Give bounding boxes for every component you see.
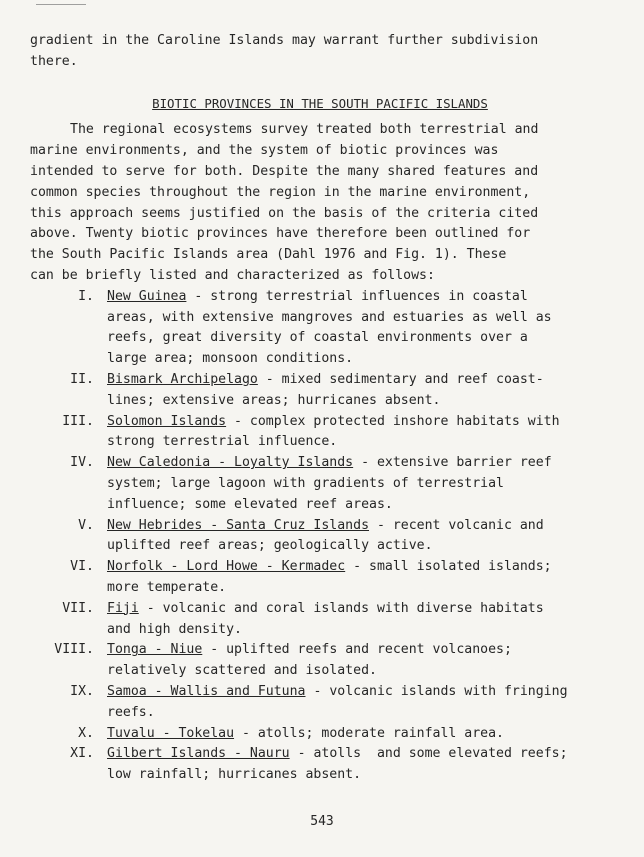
province-continuation-line: uplifted reef areas; geologically active. — [107, 538, 433, 554]
paragraph-line: above. Twenty biotic provinces have therefore been outlined for — [30, 226, 531, 242]
province-text: - uplifted reefs and recent volcanoes; — [202, 642, 512, 658]
top-rule-mark — [36, 4, 86, 5]
province-list — [30, 287, 610, 786]
province-text: - recent volcanic and — [369, 517, 544, 533]
province-description — [107, 370, 610, 412]
province-entry — [30, 599, 610, 641]
province-continuation-line: reefs, great diversity of coastal environments over a — [107, 330, 528, 346]
province-description — [107, 453, 610, 515]
province-first-line — [107, 744, 610, 765]
province-text: - strong terrestrial influences in coastal — [186, 288, 528, 304]
province-numeral: IX. — [70, 683, 94, 699]
province-numeral: IV. — [70, 455, 94, 471]
paragraph-line: the South Pacific Islands area (Dahl 1976 and Fig. 1). These — [30, 247, 507, 263]
province-text: - atolls and some elevated reefs; — [289, 746, 568, 762]
province-text: - volcanic and coral islands with diverse habitats — [138, 600, 544, 616]
province-entry — [30, 724, 610, 745]
province-first-line — [107, 453, 610, 474]
province-continuation-line: and high density. — [107, 621, 242, 637]
intro-line: there. — [30, 53, 78, 69]
province-numeral: VII. — [62, 600, 94, 616]
province-description — [107, 557, 610, 599]
province-name: New Caledonia - Loyalty Islands — [107, 455, 354, 471]
province-entry — [30, 557, 610, 599]
province-numeral: V. — [78, 517, 94, 533]
province-text: - mixed sedimentary and reef coast- — [257, 371, 544, 387]
province-first-line — [107, 557, 610, 578]
province-description — [107, 724, 610, 745]
province-continuation-line: reefs. — [107, 704, 155, 720]
province-first-line — [107, 724, 610, 745]
province-first-line — [107, 370, 610, 391]
province-name: Norfolk - Lord Howe - Kermadec — [107, 559, 346, 575]
province-name: New Guinea — [107, 288, 187, 304]
province-continuation-line: system; large lagoon with gradients of terrestrial — [107, 475, 504, 491]
province-numeral: I. — [78, 288, 94, 304]
province-name: Gilbert Islands - Nauru — [107, 746, 290, 762]
province-first-line — [107, 599, 610, 620]
province-name: New Hebrides - Santa Cruz Islands — [107, 517, 370, 533]
province-text: - extensive barrier reef — [353, 455, 552, 471]
province-text: - small isolated islands; — [345, 559, 552, 575]
province-name: Bismark Archipelago — [107, 371, 258, 387]
province-first-line — [107, 516, 610, 537]
page-number: 543 — [310, 814, 334, 829]
paragraph-line: this approach seems justified on the basis of the criteria cited — [30, 205, 539, 221]
province-numeral: XI. — [70, 746, 94, 762]
province-description — [107, 640, 610, 682]
province-name: Samoa - Wallis and Futuna — [107, 683, 306, 699]
paragraph-line: can be briefly listed and characterized as follows: — [30, 267, 435, 283]
province-entry — [30, 287, 610, 370]
province-description — [107, 287, 610, 370]
province-description — [107, 516, 610, 558]
province-numeral: X. — [78, 725, 94, 741]
province-description — [107, 682, 610, 724]
province-entry — [30, 412, 610, 454]
province-text: - volcanic islands with fringing — [305, 683, 568, 699]
province-entry — [30, 516, 610, 558]
province-name: Tuvalu - Tokelau — [107, 725, 235, 741]
text-body — [30, 31, 610, 786]
province-continuation-line: strong terrestrial influence. — [107, 434, 338, 450]
province-entry — [30, 682, 610, 724]
province-name: Solomon Islands — [107, 413, 227, 429]
province-name: Fiji — [107, 600, 139, 616]
province-continuation-line: low rainfall; hurricanes absent. — [107, 767, 362, 783]
province-numeral: VI. — [70, 559, 94, 575]
province-numeral: VIII. — [54, 642, 94, 658]
province-continuation-line: influence; some elevated reef areas. — [107, 496, 393, 512]
province-continuation-line: lines; extensive areas; hurricanes absent. — [107, 392, 441, 408]
province-description — [107, 599, 610, 641]
province-first-line — [107, 287, 610, 308]
province-text: - complex protected inshore habitats with — [226, 413, 560, 429]
paragraph-line: intended to serve for both. Despite the many shared features and — [30, 163, 539, 179]
paragraph-line: marine environments, and the system of biotic provinces was — [30, 143, 499, 159]
province-numeral: II. — [70, 371, 94, 387]
province-description — [107, 412, 610, 454]
province-continuation-line: large area; monsoon conditions. — [107, 351, 354, 367]
paragraph-line: The regional ecosystems survey treated both terrestrial and — [70, 122, 539, 138]
province-numeral: III. — [62, 413, 94, 429]
province-continuation-line: areas, with extensive mangroves and estuaries as well as — [107, 309, 552, 325]
province-entry — [30, 370, 610, 412]
province-continuation-line: more temperate. — [107, 579, 227, 595]
section-title: BIOTIC PROVINCES IN THE SOUTH PACIFIC ISLANDS — [152, 95, 488, 111]
province-entry — [30, 453, 610, 515]
intro-line: gradient in the Caroline Islands may warrant further subdivision — [30, 33, 539, 48]
province-first-line — [107, 640, 610, 661]
province-description — [107, 744, 610, 786]
province-continuation-line: relatively scattered and isolated. — [107, 663, 377, 679]
province-entry — [30, 744, 610, 786]
province-first-line — [107, 682, 610, 703]
province-name: Tonga - Niue — [107, 642, 203, 658]
province-first-line — [107, 412, 610, 433]
province-text: - atolls; moderate rainfall area. — [234, 725, 504, 741]
paragraph-line: common species throughout the region in the marine environment, — [30, 184, 531, 200]
province-entry — [30, 640, 610, 682]
